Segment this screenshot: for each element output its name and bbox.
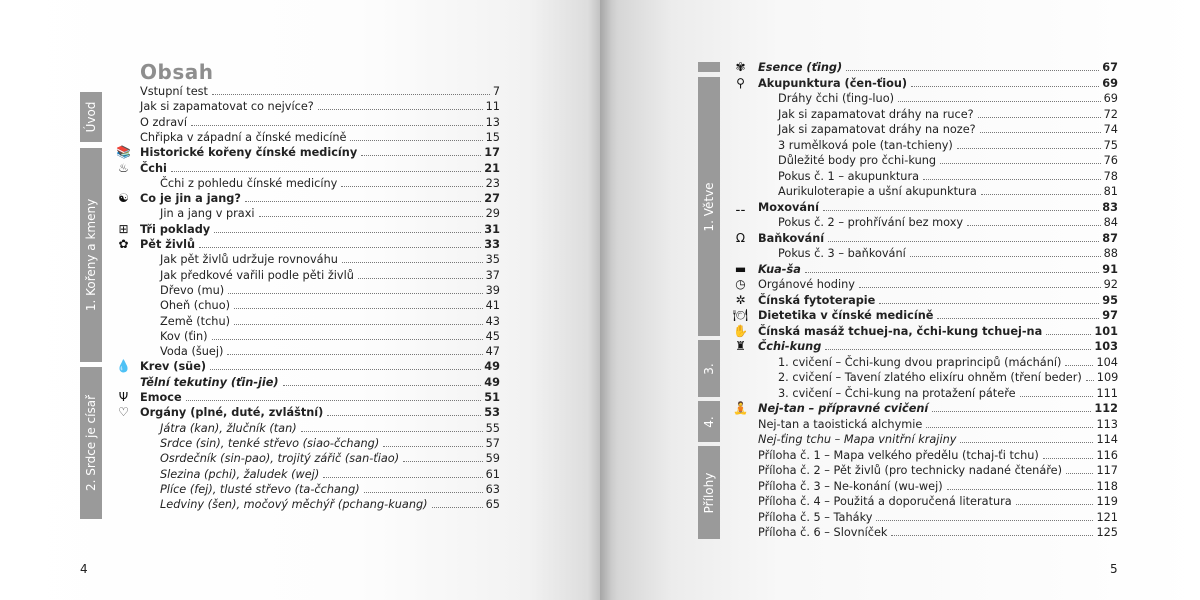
toc-entry-page: 103 <box>1094 340 1118 353</box>
toc-entry-title: Akupunktura (čen-ťiou) <box>758 77 908 90</box>
treasure-box-icon: ⊞ <box>118 222 129 236</box>
dot-leader <box>1066 473 1093 474</box>
toc-entry[interactable] <box>735 231 1118 246</box>
toc-entry-title: 1. cvičení – Čchi-kung dvou praprincipů (máchání) <box>778 356 1062 369</box>
dot-leader <box>876 520 1093 521</box>
toc-entry-page: 76 <box>1103 154 1118 167</box>
yin-yang-icon: ☯ <box>118 191 129 205</box>
toc-entry-page: 11 <box>485 100 500 113</box>
dot-leader <box>227 354 482 355</box>
toc-entry-page: 35 <box>485 253 500 266</box>
toc-entry-page: 92 <box>1103 278 1118 291</box>
toc-entry-page: 65 <box>485 498 500 511</box>
toc-entry-title: Ledviny (šen), močový měchýř (pchang-kuang) <box>160 498 428 511</box>
hand-icon: ✋ <box>733 324 748 338</box>
dot-leader <box>891 535 1093 536</box>
dot-leader <box>879 303 1099 304</box>
toc-entry-page: 78 <box>1103 170 1118 183</box>
toc-entry-title: Voda (šuej) <box>160 345 224 358</box>
dot-leader <box>327 415 481 416</box>
toc-entry-page: 121 <box>1096 511 1118 524</box>
toc-entry[interactable] <box>758 417 1118 432</box>
section-tab-label: 4. <box>702 415 716 428</box>
cupping-icon: Ω <box>735 231 746 245</box>
toc-entry-title: Oheň (chuo) <box>160 299 231 312</box>
toc-entry-title: 3. cvičení – Čchi-kung na protažení páteře <box>778 387 1016 400</box>
dot-leader <box>403 461 483 462</box>
toc-entry[interactable] <box>778 386 1118 401</box>
toc-entry-page: 116 <box>1096 449 1118 462</box>
toc-entry-page: 31 <box>484 223 500 236</box>
clock-icon: ◷ <box>735 277 746 291</box>
toc-entry-page: 23 <box>485 177 500 190</box>
toc-entry[interactable] <box>160 467 500 482</box>
dot-leader <box>910 256 1101 257</box>
dot-leader <box>1043 458 1094 459</box>
toc-entry[interactable] <box>735 293 1118 308</box>
toc-entry-title: Jak pět živlů udržuje rovnováhu <box>160 253 338 266</box>
toc-entry-title: Čínská fytoterapie <box>758 294 876 307</box>
section-tab <box>698 446 720 539</box>
dot-leader <box>358 278 483 279</box>
toc-entry-page: 29 <box>485 207 500 220</box>
toc-entry-title: Esence (ťing) <box>758 61 843 74</box>
toc-entry[interactable] <box>140 115 500 130</box>
toc-entry-page: 43 <box>485 315 500 328</box>
dot-leader <box>828 241 1099 242</box>
dot-leader <box>825 349 1091 350</box>
toc-entry-title: Moxování <box>758 201 819 214</box>
toc-entry-title: Čchi-kung <box>758 340 822 353</box>
dot-leader <box>364 492 483 493</box>
dot-leader <box>1046 334 1091 335</box>
section-tab <box>698 340 720 397</box>
toc-entry-title: Chřipka v západní a čínské medicíně <box>140 131 347 144</box>
heart-icon: ♡ <box>118 405 129 419</box>
toc-entry[interactable] <box>160 344 500 359</box>
toc-entry-page: 97 <box>1102 309 1118 322</box>
toc-entry-page: 53 <box>484 406 500 419</box>
dot-leader <box>911 86 1099 87</box>
steam-bowl-icon: ♨ <box>118 161 129 175</box>
toc-entry[interactable] <box>778 91 1118 106</box>
toc-entry-page: 117 <box>1096 464 1118 477</box>
toc-entry-page: 57 <box>485 437 500 450</box>
toc-entry-page: 61 <box>485 468 500 481</box>
toc-entry-page: 69 <box>1102 77 1118 90</box>
toc-entry[interactable] <box>140 99 500 114</box>
dot-leader <box>1065 365 1093 366</box>
toc-entry[interactable] <box>778 107 1118 122</box>
toc-entry[interactable] <box>140 130 500 145</box>
toc-entry-page: 21 <box>484 162 500 175</box>
toc-heading: Obsah <box>140 60 214 84</box>
section-tab-label: Úvod <box>84 101 98 133</box>
section-tab <box>698 401 720 442</box>
toc-entry-title: Krev (süe) <box>140 360 207 373</box>
toc-entry-title: Důležité body pro čchi-kung <box>778 154 937 167</box>
toc-entry-page: 114 <box>1096 433 1118 446</box>
toc-entry-title: Kov (ťin) <box>160 330 208 343</box>
toc-entry-page: 104 <box>1096 356 1118 369</box>
toc-entry[interactable] <box>778 370 1118 385</box>
section-tab-label: 1. Kořeny a kmeny <box>84 198 98 312</box>
right-page <box>600 0 1200 600</box>
toc-entry-title: Příloha č. 6 – Slovníček <box>758 526 888 539</box>
toc-entry-page: 47 <box>485 345 500 358</box>
section-tab-label: Přílohy <box>702 472 716 513</box>
toc-entry-page: 111 <box>1096 387 1118 400</box>
toc-entry[interactable] <box>758 494 1118 509</box>
toc-entry[interactable] <box>778 215 1118 230</box>
toc-entry[interactable] <box>736 76 1118 91</box>
toc-entry-page: 125 <box>1096 526 1118 539</box>
toc-entry[interactable] <box>732 308 1118 323</box>
toc-entry[interactable] <box>160 482 500 497</box>
page-number-right: 5 <box>1110 562 1118 576</box>
dot-leader <box>342 262 483 263</box>
book-gutter <box>588 0 612 600</box>
dot-leader <box>805 272 1099 273</box>
toc-entry[interactable] <box>116 145 500 160</box>
toc-entry-title: 2. cvičení – Tavení zlatého elixíru ohněm (tření beder) <box>778 371 1082 384</box>
section-tab-label: 2. Srdce je císař <box>84 394 98 492</box>
dot-leader <box>212 94 490 95</box>
toc-entry[interactable] <box>778 122 1118 137</box>
meditation-icon: 🧘 <box>733 401 748 415</box>
dot-leader <box>1086 380 1094 381</box>
toc-entry-title: Příloha č. 1 – Mapa velkého předělu (tchaj-ťi tchu) <box>758 449 1039 462</box>
dot-leader <box>210 369 481 370</box>
toc-entry-page: 55 <box>485 422 500 435</box>
toc-entry-page: 49 <box>484 376 500 389</box>
toc-entry-page: 27 <box>484 192 500 205</box>
dish-icon: 🍽 <box>732 308 749 322</box>
toc-entry[interactable] <box>734 262 1118 277</box>
toc-entry-page: 51 <box>484 391 500 404</box>
toc-entry-title: Příloha č. 5 – Taháky <box>758 511 873 524</box>
toc-entry-title: Emoce <box>140 391 182 404</box>
toc-entry-page: 113 <box>1096 418 1118 431</box>
toc-entry-page: 69 <box>1103 92 1118 105</box>
toc-entry-title: Tři poklady <box>140 223 211 236</box>
section-tab <box>80 367 102 519</box>
toc-entry-title: Čchi <box>140 162 167 175</box>
toc-entry-title: Jak předkové vařili podle pěti živlů <box>160 269 354 282</box>
toc-entry-page: 17 <box>484 146 500 159</box>
toc-entry[interactable] <box>118 237 500 252</box>
toc-entry-title: Země (tchu) <box>160 315 231 328</box>
dot-leader <box>341 186 482 187</box>
toc-entry-page: 72 <box>1103 108 1118 121</box>
toc-entry-title: Dřevo (mu) <box>160 284 225 297</box>
toc-entry-page: 41 <box>485 299 500 312</box>
dot-leader <box>937 318 1099 319</box>
toc-entry[interactable] <box>758 510 1118 525</box>
toc-entry[interactable] <box>160 329 500 344</box>
toc-entry[interactable] <box>160 436 500 451</box>
toc-entry-page: 112 <box>1094 402 1118 415</box>
toc-entry-page: 87 <box>1102 232 1118 245</box>
toc-entry-page: 91 <box>1102 263 1118 276</box>
toc-entry-page: 67 <box>1102 61 1118 74</box>
toc-entry[interactable] <box>735 200 1118 215</box>
dot-leader <box>923 179 1101 180</box>
toc-entry-page: 7 <box>492 85 500 98</box>
toc-entry-title: Pět živlů <box>140 238 196 251</box>
dot-leader <box>967 225 1101 226</box>
toc-entry[interactable] <box>778 138 1118 153</box>
toc-entry-page: 37 <box>485 269 500 282</box>
section-tab <box>698 62 720 72</box>
toc-entry-title: Kua-ša <box>758 263 801 276</box>
toc-entry-title: Osrdečník (sin-pao), trojitý zářič (san-ťiao) <box>160 452 400 465</box>
toc-entry-page: 33 <box>484 238 500 251</box>
dot-leader <box>234 308 483 309</box>
toc-entry[interactable] <box>160 314 500 329</box>
toc-entry-title: Nej-tan – přípravné cvičení <box>758 402 929 415</box>
essence-icon: ✾ <box>735 60 746 74</box>
toc-entry[interactable] <box>758 448 1118 463</box>
dot-leader <box>1020 396 1094 397</box>
books-icon: 📚 <box>116 145 131 159</box>
toc-entry[interactable] <box>733 324 1118 339</box>
toc-entry[interactable] <box>118 191 500 206</box>
toc-entry-page: 63 <box>485 483 500 496</box>
toc-entry-title: 3 rumělková pole (tan-tchieny) <box>778 139 953 152</box>
toc-entry-page: 39 <box>485 284 500 297</box>
dot-leader <box>846 70 1099 71</box>
dot-leader <box>383 446 482 447</box>
dot-leader <box>191 125 483 126</box>
toc-entry-title: Čínská masáž tchuej-na, čchi-kung tchuej-na <box>758 325 1043 338</box>
toc-entry-page: 88 <box>1103 247 1118 260</box>
dot-leader <box>323 477 482 478</box>
toc-entry[interactable] <box>118 390 500 405</box>
dot-leader <box>245 201 481 202</box>
dot-leader <box>960 442 1093 443</box>
toc-entry[interactable] <box>160 497 500 512</box>
toc-entry[interactable] <box>118 405 500 420</box>
blood-drop-icon: 💧 <box>116 359 131 373</box>
toc-entry-title: Pokus č. 3 – baňkování <box>778 247 906 260</box>
figure-icon: ♜ <box>735 339 746 353</box>
dot-leader <box>432 507 483 508</box>
toc-entry-page: 59 <box>485 452 500 465</box>
toc-entry-title: Dráhy čchi (ťing-luo) <box>778 92 895 105</box>
toc-entry-title: Příloha č. 4 – Použitá a doporučená literatura <box>758 495 1012 508</box>
dot-leader <box>980 132 1101 133</box>
dot-leader <box>978 117 1101 118</box>
toc-entry[interactable] <box>735 277 1118 292</box>
toc-entry[interactable] <box>735 60 1118 75</box>
section-tab-label: 1. Větve <box>702 181 716 232</box>
dot-leader <box>234 324 483 325</box>
toc-entry[interactable] <box>778 246 1118 261</box>
toc-entry-title: Příloha č. 2 – Pět živlů (pro technicky nadané čtenáře) <box>758 464 1063 477</box>
toc-entry-title: Baňkování <box>758 232 825 245</box>
toc-entry-title: Slezina (pchi), žaludek (wej) <box>160 468 320 481</box>
toc-entry[interactable] <box>778 184 1118 199</box>
dot-leader <box>212 339 483 340</box>
toc-entry[interactable] <box>160 451 500 466</box>
needle-icon: ⚲ <box>736 76 745 90</box>
toc-entry[interactable] <box>733 401 1118 416</box>
toc-entry-title: O zdraví <box>140 116 187 129</box>
toc-entry[interactable] <box>160 252 500 267</box>
toc-entry-title: Čchi z pohledu čínské medicíny <box>160 177 338 190</box>
dot-leader <box>283 385 482 386</box>
toc-entry-page: 75 <box>1103 139 1118 152</box>
toc-entry-title: Vstupní test <box>140 85 208 98</box>
toc-entry[interactable] <box>160 283 500 298</box>
five-elements-icon: ✿ <box>118 237 129 251</box>
toc-entry[interactable] <box>778 169 1118 184</box>
toc-entry-page: 45 <box>485 330 500 343</box>
dot-leader <box>932 411 1091 412</box>
toc-entry-title: Příloha č. 3 – Ne-konání (wu-wej) <box>758 480 943 493</box>
dot-leader <box>947 489 1094 490</box>
toc-entry-page: 74 <box>1103 123 1118 136</box>
section-tab-label: 3. <box>702 362 716 375</box>
dot-leader <box>940 163 1101 164</box>
dot-leader <box>957 148 1101 149</box>
toc-entry-page: 95 <box>1102 294 1118 307</box>
toc-entry-title: Tělní tekutiny (ťin-jie) <box>140 376 279 389</box>
dot-leader <box>981 194 1101 195</box>
moxa-stick-icon: ⚋ <box>735 200 746 214</box>
dot-leader <box>1016 504 1094 505</box>
dot-leader <box>259 216 483 217</box>
dot-leader <box>350 140 482 141</box>
dot-leader <box>859 287 1101 288</box>
toc-entry-title: Pokus č. 2 – prohřívání bez moxy <box>778 216 964 229</box>
page-number-left: 4 <box>80 562 88 576</box>
toc-entry-page: 13 <box>485 116 500 129</box>
toc-entry-title: Jak si zapamatovat co nejvíce? <box>140 100 314 113</box>
toc-entry[interactable] <box>160 206 500 221</box>
dot-leader <box>898 101 1101 102</box>
toc-entry-title: Jin a jang v praxi <box>160 207 255 220</box>
toc-entry-title: Nej-tan a taoistická alchymie <box>758 418 923 431</box>
dot-leader <box>318 109 483 110</box>
toc-entry-title: Pokus č. 1 – akupunktura <box>778 170 920 183</box>
toc-entry[interactable] <box>160 298 500 313</box>
toc-entry-title: Jak si zapamatovat dráhy na ruce? <box>778 108 974 121</box>
toc-entry[interactable] <box>116 359 500 374</box>
dot-leader <box>214 232 481 233</box>
dot-leader <box>926 427 1093 428</box>
toc-entry-page: 101 <box>1094 325 1118 338</box>
toc-entry-page: 81 <box>1103 185 1118 198</box>
toc-entry-page: 109 <box>1096 371 1119 384</box>
toc-entry[interactable] <box>160 421 500 436</box>
toc-entry-title: Játra (kan), žlučník (tan) <box>160 422 297 435</box>
toc-entry-page: 118 <box>1096 480 1118 493</box>
toc-entry[interactable] <box>140 84 500 99</box>
toc-entry[interactable] <box>118 222 500 237</box>
dot-leader <box>171 171 481 172</box>
section-tab <box>80 92 102 142</box>
toc-entry[interactable] <box>758 479 1118 494</box>
emotions-icon: Ψ <box>118 390 129 404</box>
toc-entry-page: 15 <box>485 131 500 144</box>
toc-entry-title: Jak si zapamatovat dráhy na noze? <box>778 123 976 136</box>
toc-entry-title: Srdce (sin), tenké střevo (siao-čchang) <box>160 437 380 450</box>
toc-entry-title: Orgány (plné, duté, zvláštní) <box>140 406 324 419</box>
toc-entry[interactable] <box>778 153 1118 168</box>
toc-entry[interactable] <box>758 525 1118 540</box>
section-tab <box>698 77 720 336</box>
toc-entry[interactable] <box>735 339 1118 354</box>
dot-leader <box>301 431 483 432</box>
toc-entry[interactable] <box>758 463 1118 478</box>
dot-leader <box>361 155 481 156</box>
dot-leader <box>199 247 481 248</box>
scraper-icon: ▬ <box>734 262 747 276</box>
toc-entry-page: 83 <box>1102 201 1118 214</box>
toc-entry[interactable] <box>160 268 500 283</box>
dot-leader <box>823 210 1099 211</box>
toc-entry-title: Plíce (fej), tlusté střevo (ta-čchang) <box>160 483 360 496</box>
dot-leader <box>186 400 482 401</box>
toc-entry-title: Dietetika v čínské medicíně <box>758 309 934 322</box>
section-tab <box>80 148 102 362</box>
dot-leader <box>228 293 482 294</box>
toc-entry-title: Co je jin a jang? <box>140 192 241 205</box>
toc-entry[interactable] <box>140 375 500 390</box>
toc-entry-title: Nej-ťing tchu – Mapa vnitřní krajiny <box>758 433 957 446</box>
toc-entry-title: Historické kořeny čínské medicíny <box>140 146 358 159</box>
toc-entry-title: Orgánové hodiny <box>758 278 855 291</box>
toc-entry[interactable] <box>160 176 500 191</box>
toc-entry[interactable] <box>778 355 1118 370</box>
toc-entry[interactable] <box>758 432 1118 447</box>
toc-entry-title: Aurikuloterapie a ušní akupunktura <box>778 185 977 198</box>
toc-entry-page: 119 <box>1096 495 1118 508</box>
herb-icon: ✲ <box>735 293 746 307</box>
toc-entry-page: 49 <box>484 360 500 373</box>
toc-entry[interactable] <box>118 161 500 176</box>
toc-entry-page: 84 <box>1103 216 1118 229</box>
